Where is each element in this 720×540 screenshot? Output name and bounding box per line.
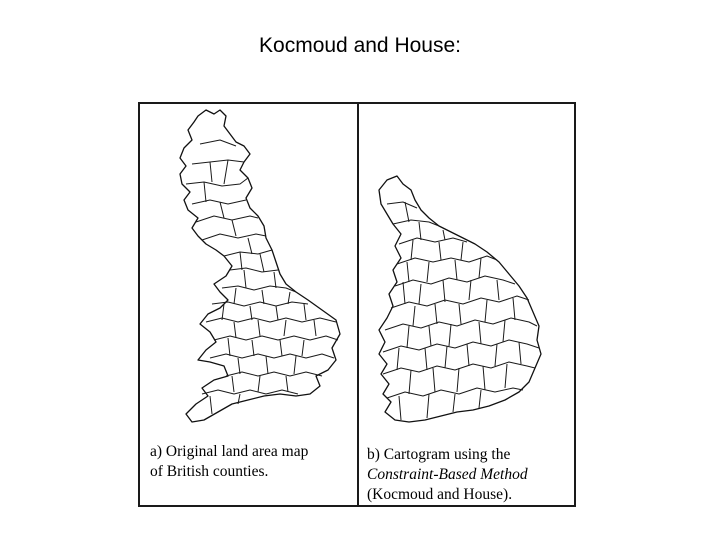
caption-a-line-2: of British counties. (150, 463, 269, 480)
britain-original-map-graphic (140, 104, 357, 434)
caption-a-line-1: a) Original land area map (150, 443, 309, 460)
figure-frame (138, 102, 576, 507)
caption-b-line-2: Constraint-Based Method (367, 466, 528, 483)
constraint-based-cartogram (359, 104, 574, 434)
caption-b-line-3: (Kocmoud and House). (367, 486, 513, 503)
slide-title: Kocmoud and House: (259, 34, 461, 57)
caption-original-map (150, 442, 308, 482)
caption-b-line-1: b) Cartogram using the (367, 446, 511, 463)
original-land-area-map (140, 104, 357, 434)
britain-cartogram-graphic (359, 104, 574, 434)
caption-cartogram (367, 445, 528, 505)
cartogram-outline (379, 176, 541, 422)
